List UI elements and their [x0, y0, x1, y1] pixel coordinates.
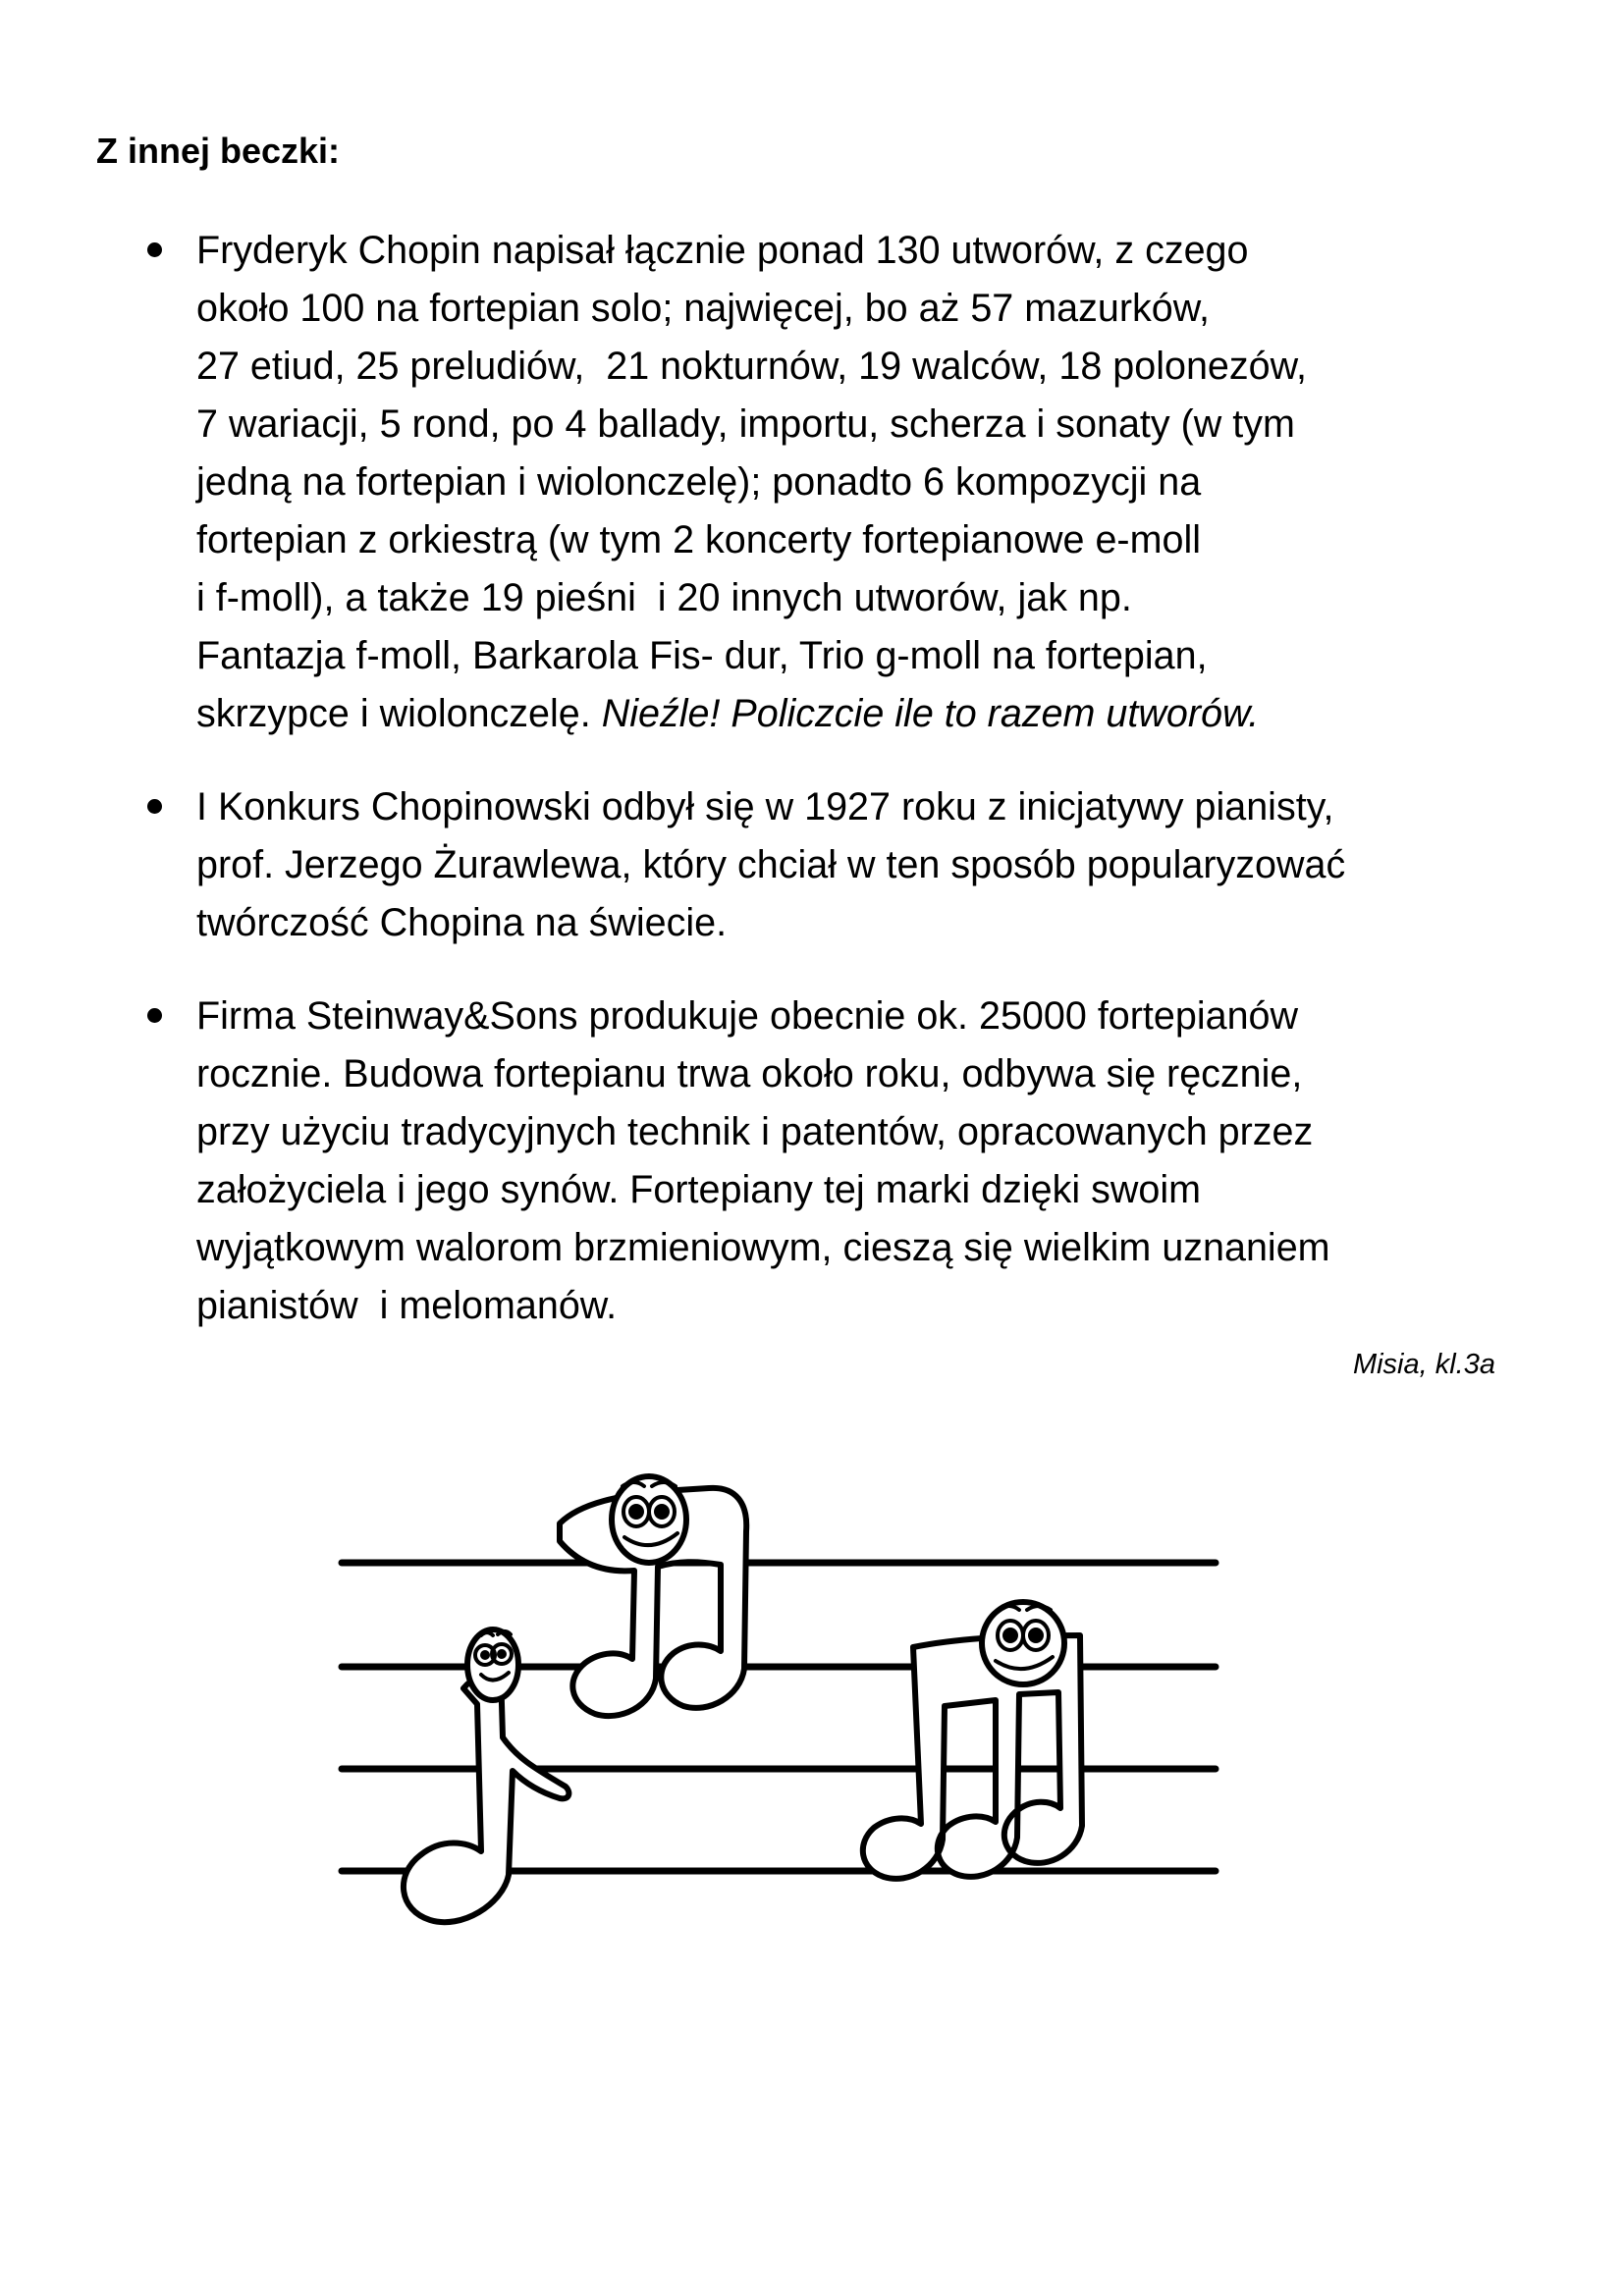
text-line: rocznie. Budowa fortepianu trwa około roku, odbywa się ręcznie, [196, 1052, 1303, 1095]
text-line: Fryderyk Chopin napisał łącznie ponad 130 utworów, z czego [196, 229, 1249, 272]
text-emphasis: Nieźle! Policzcie ile to razem utworów. [601, 692, 1260, 735]
author-signature: Misia, kl.3a [1352, 1349, 1495, 1380]
fact-text [196, 988, 1571, 1335]
bullet-dot-icon [147, 799, 162, 814]
text-line: twórczość Chopina na świecie. [196, 901, 728, 944]
text-line: 27 etiud, 25 preludiów, 21 nokturnów, 19 walców, 18 polonezów, [196, 345, 1307, 388]
bullet-dot-icon [147, 242, 162, 257]
text-line: I Konkurs Chopinowski odbył się w 1927 roku z inicjatywy pianisty, [196, 785, 1334, 828]
text-line: Fantazja f-moll, Barkarola Fis- dur, Trio g-moll na fortepian, [196, 634, 1208, 677]
text-line: i f-moll), a także 19 pieśni i 20 innych utworów, jak np. [196, 576, 1132, 619]
text-line: prof. Jerzego Żurawlewa, który chciał w ten sposób popularyzować [196, 843, 1346, 886]
fact-item-chopin-works [0, 222, 1624, 743]
page-heading: Z innej beczki: [96, 131, 341, 171]
fact-list [0, 222, 1624, 1370]
bullet-dot-icon [147, 1008, 162, 1023]
text-line: około 100 na fortepian solo; najwięcej, bo aż 57 mazurków, [196, 287, 1211, 330]
text-line-last [196, 685, 1571, 743]
text-line: jedną na fortepian i wiolonczelę); ponadto 6 kompozycji na [196, 460, 1202, 504]
text-line: fortepian z orkiestrą (w tym 2 koncerty fortepianowe e-moll [196, 518, 1202, 561]
fact-text [196, 778, 1571, 952]
text-line: przy użyciu tradycyjnych technik i patentów, opracowanych przez [196, 1110, 1314, 1153]
text-plain: skrzypce i wiolonczelę. [196, 692, 602, 735]
text-line: pianistów i melomanów. [196, 1284, 618, 1327]
fact-item-steinway [0, 988, 1624, 1335]
music-notes-icon [324, 1443, 1227, 1934]
text-line: Firma Steinway&Sons produkuje obecnie ok. 25000 fortepianów [196, 994, 1299, 1038]
text-line: 7 wariacji, 5 rond, po 4 ballady, importu, scherza i sonaty (w tym [196, 402, 1295, 446]
fact-text [196, 222, 1571, 743]
text-line: wyjątkowym walorom brzmieniowym, cieszą się wielkim uznaniem [196, 1226, 1330, 1269]
fact-item-chopin-competition [0, 778, 1624, 952]
text-line: założyciela i jego synów. Fortepiany tej marki dzięki swoim [196, 1168, 1202, 1211]
